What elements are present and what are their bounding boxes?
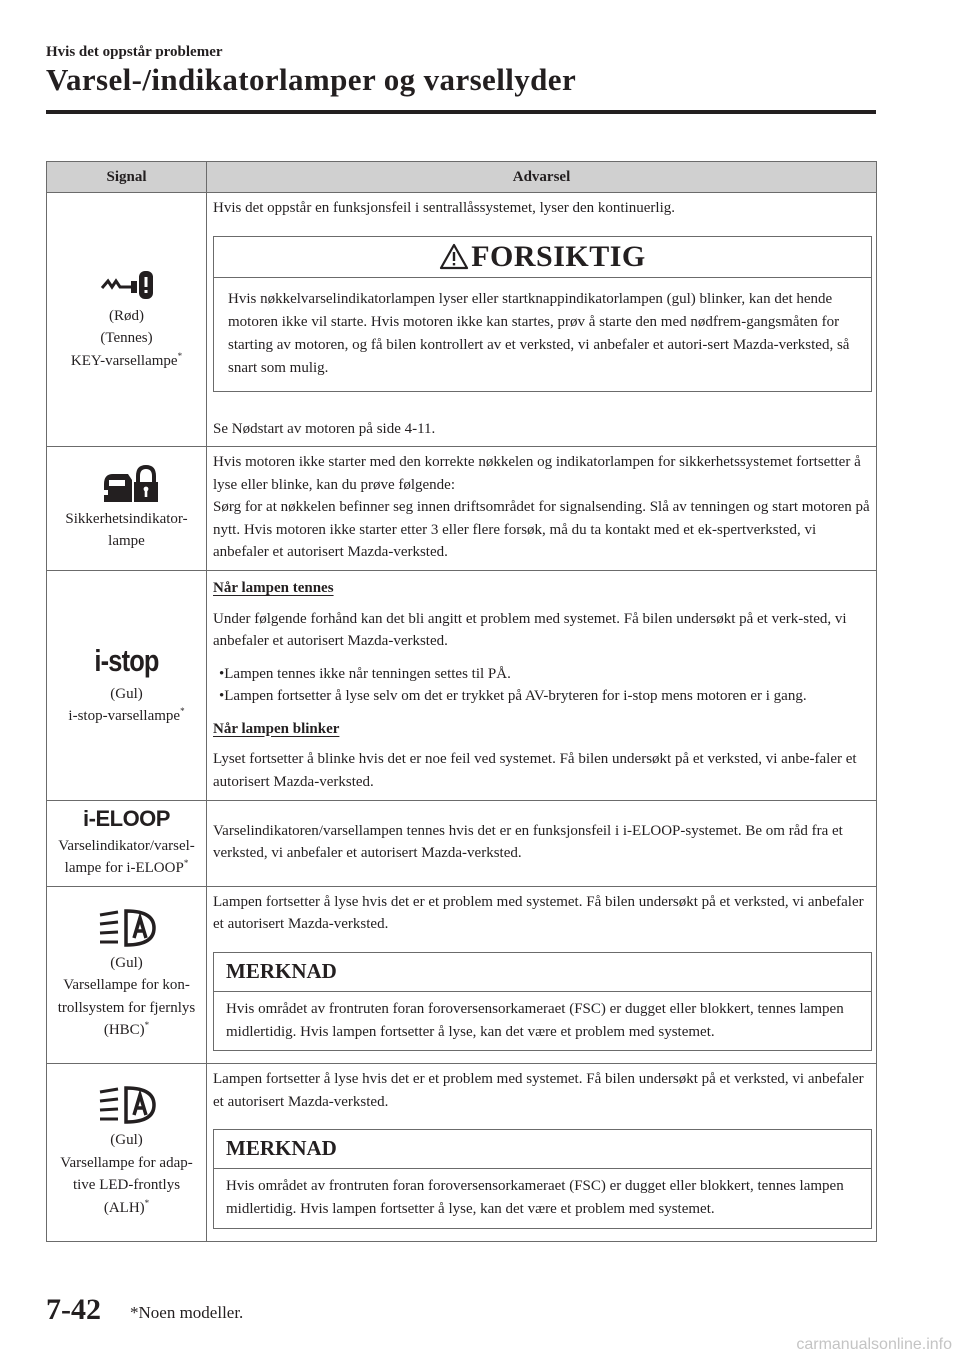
warning-text: Hvis motoren ikke starter med den korrekte nøkkelen og indikatorlampen for sikkerhetssystemet fortsetter å lyse eller blinke, kan du prøve følgende: bbox=[213, 454, 861, 493]
warning-text: Under følgende forhånd kan det bli angitt et problem med systemet. Få bilen undersøkt på et verk-sted, vi anbefaler et autorisert Mazda-verksted. bbox=[213, 610, 847, 649]
warning-text: Lyset fortsetter å blinke hvis det er noe feil ved systemet. Få bilen undersøkt på et verksted, vi anbe-faler et autorisert Mazda-verksted. bbox=[213, 751, 857, 790]
signal-label-line: i-stop-varsellampe* bbox=[68, 706, 185, 724]
note-title: MERKNAD bbox=[214, 953, 871, 992]
signal-label-line: (Gul) bbox=[110, 1132, 143, 1149]
warning-cell bbox=[207, 800, 877, 886]
table-row bbox=[47, 1064, 877, 1242]
signal-cell bbox=[47, 570, 207, 800]
signal-label-line: Varselindikator/varsel- bbox=[58, 837, 195, 854]
signal-label-line: tive LED-frontlys bbox=[72, 1177, 181, 1194]
title-rule bbox=[46, 110, 876, 114]
table-row bbox=[47, 193, 877, 447]
caution-title: FORSIKTIG bbox=[471, 240, 646, 273]
signal-label-line: (ALH)* bbox=[103, 1197, 150, 1216]
warning-cell bbox=[207, 193, 877, 447]
table-row bbox=[47, 570, 877, 800]
warning-cell bbox=[207, 570, 877, 800]
adaptive-headlight-icon bbox=[96, 1085, 158, 1125]
key-warning-icon bbox=[99, 267, 155, 301]
page-number: 7-42 bbox=[46, 1293, 101, 1326]
warning-cell bbox=[207, 447, 877, 571]
warning-cell bbox=[207, 1064, 877, 1242]
signal-label-line: lampe bbox=[108, 533, 145, 550]
eloop-warning-icon: i-ELOOP bbox=[83, 805, 170, 831]
bullet-item: •Lampen fortsetter å lyse selv om det er trykket på AV-bryteren for i-stop mens motoren er i gang. bbox=[219, 688, 807, 704]
table-row bbox=[47, 800, 877, 886]
page-title: Varsel-/indikatorlamper og varsellyder bbox=[46, 62, 577, 97]
signal-label-line: (Tennes) bbox=[100, 330, 153, 347]
watermark: carmanualsonline.info bbox=[796, 1336, 952, 1353]
signal-label-line: lampe for i-ELOOP* bbox=[64, 858, 189, 876]
warning-text: Varselindikatoren/varsellampen tennes hvis det er en funksjonsfeil i i-ELOOP-systemet. Be om råd fra et verksted, vi anbefaler et autorisert Mazda-verksted. bbox=[213, 822, 843, 861]
signal-cell bbox=[47, 447, 207, 571]
high-beam-auto-icon bbox=[96, 908, 158, 948]
table-row bbox=[47, 886, 877, 1064]
signal-cell bbox=[47, 886, 207, 1064]
caution-box bbox=[213, 236, 872, 392]
subheading-lamp-on: Når lampen tennes bbox=[213, 580, 334, 596]
page-reference: Se Nødstart av motoren på side 4-11. bbox=[213, 420, 436, 437]
warning-cell bbox=[207, 886, 877, 1064]
section-label: Hvis det oppstår problemer bbox=[46, 44, 223, 60]
caution-header bbox=[214, 237, 871, 278]
subheading-lamp-blinking: Når lampen blinker bbox=[213, 720, 340, 737]
signal-cell bbox=[47, 800, 207, 886]
note-text: Hvis området av frontruten foran foroversensorkameraet (FSC) er dugget eller blokkert, tennes lampen midlertidig. Hvis lampen fortsetter å lyse, kan det være et problem med systemet. bbox=[226, 1000, 844, 1040]
warning-text: Hvis det oppstår en funksjonsfeil i sentrallåssystemet, lyser den kontinuerlig. bbox=[213, 200, 675, 216]
security-car-lock-icon bbox=[96, 464, 158, 504]
bullet-item: •Lampen tennes ikke når tenningen settes til PÅ. bbox=[219, 665, 511, 682]
warning-text: Sørg for at nøkkelen befinner seg innen driftsområdet for signalsending. Slå av tenningen og start motoren på nytt. Hvis motoren ikke starter etter 3 eller flere forsøk, må du ta kontakt med et ek-spertverksted, vi anbefaler et autorisert Mazda-verksted. bbox=[213, 499, 870, 560]
note-title: MERKNAD bbox=[214, 1130, 871, 1169]
note-text: Hvis området av frontruten foran foroversensorkameraet (FSC) er dugget eller blokkert, tennes lampen midlertidig. Hvis lampen fortsetter å lyse, kan det være et problem med systemet. bbox=[226, 1178, 844, 1218]
table-header-row bbox=[47, 162, 877, 193]
signal-label-line: (Gul) bbox=[110, 954, 143, 971]
signal-label-line: Varsellampe for kon- bbox=[63, 977, 190, 994]
note-box bbox=[213, 1129, 872, 1229]
note-box bbox=[213, 952, 872, 1052]
signal-label-line: Varsellampe for adap- bbox=[60, 1154, 193, 1171]
signal-label-line: (Rød) bbox=[109, 307, 144, 324]
column-header-warning: Advarsel bbox=[207, 162, 877, 193]
warning-table bbox=[46, 161, 877, 1242]
signal-cell bbox=[47, 1064, 207, 1242]
warning-triangle-icon bbox=[439, 243, 469, 270]
signal-label-line: trollsystem for fjernlys bbox=[57, 999, 196, 1016]
warning-text: Lampen fortsetter å lyse hvis det er et problem med systemet. Få bilen undersøkt på et verksted, vi anbefaler et autorisert Mazda-verksted. bbox=[213, 893, 864, 932]
signal-label-line: (HBC)* bbox=[103, 1020, 150, 1039]
signal-label-line: KEY-varsellampe* bbox=[70, 350, 183, 369]
footnote: *Noen modeller. bbox=[130, 1303, 244, 1322]
column-header-signal: Signal bbox=[47, 162, 207, 193]
signal-cell bbox=[47, 193, 207, 447]
caution-text: Hvis nøkkelvarselindikatorlampen lyser eller startknappindikatorlampen (gul) blinker, kan det hende motoren ikke vil starte. Hvis motoren ikke kan startes, prøv å starte den med nødfrem-gangsmåten for starting av motoren, og få bilen kontrollert av et verksted, vi anbefaler et autori-sert Mazda-verksted, så snart som mulig. bbox=[228, 290, 850, 377]
signal-label-line: (Gul) bbox=[110, 685, 143, 702]
warning-text: Lampen fortsetter å lyse hvis det er et problem med systemet. Få bilen undersøkt på et verksted, vi anbefaler et autorisert Mazda-verksted. bbox=[213, 1071, 864, 1110]
istop-warning-icon: i-stop bbox=[94, 642, 159, 678]
signal-label-line: Sikkerhetsindikator- bbox=[65, 510, 188, 527]
table-row bbox=[47, 447, 877, 571]
